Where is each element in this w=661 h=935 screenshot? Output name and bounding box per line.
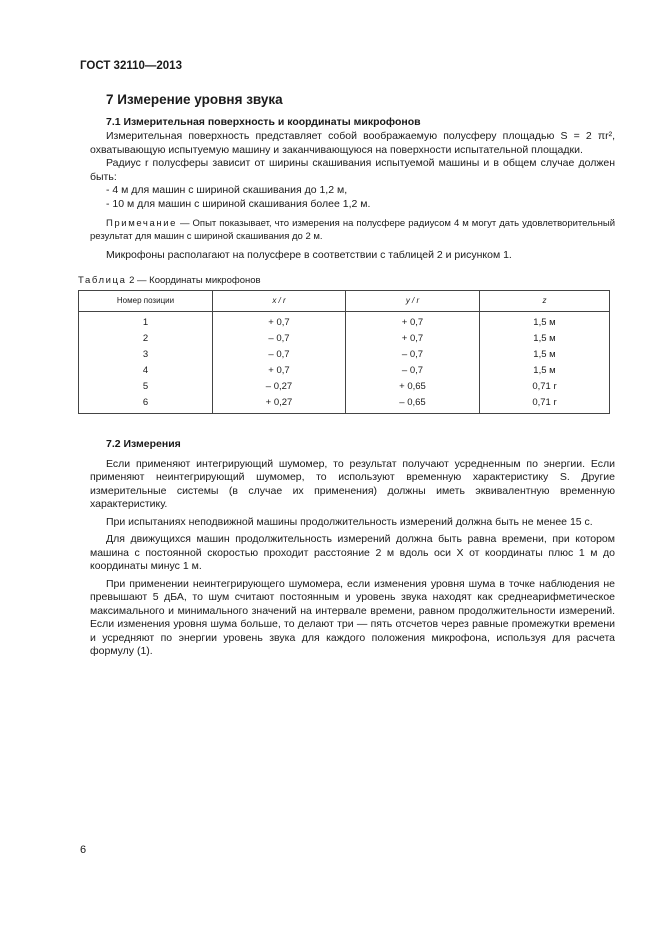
- note-text: — Опыт показывает, что измерения на полусфере радиусом 4 м могут дать удовлетворительный результат для машин с шириной скашивания до 2 м.: [90, 218, 615, 242]
- subsection-7-2-title: 7.2 Измерения: [106, 437, 181, 450]
- paragraph-7-2-1: Если применяют интегрирующий шумомер, то результат получают усредненным по энергии. Если применяют неинтегрирующий шумомер, то используют временную характеристику S. Другие измерительные системы (в случае их применения) должны иметь эквивалентную временную характеристику.: [90, 457, 615, 510]
- note-label: Примечание: [106, 218, 177, 229]
- radius-list: [90, 184, 615, 211]
- cell: + 0,7: [346, 331, 480, 347]
- section-7-title: 7 Измерение уровня звука: [106, 92, 283, 107]
- header-x: x / r: [213, 290, 346, 311]
- table-caption: [78, 275, 615, 286]
- subsection-7-1-title: 7.1 Измерительная поверхность и координаты микрофонов: [106, 116, 421, 128]
- cell: 6: [79, 395, 213, 414]
- cell: + 0,7: [213, 363, 346, 379]
- table-row: [79, 379, 610, 395]
- paragraph-7-2-3: Для движущихся машин продолжительность измерений должна быть равна времени, при котором машина с постоянной скоростью проходит расстояние 2 м вдоль оси X от координаты плюс 1 м до координаты минус 1 м.: [90, 533, 615, 572]
- paragraph-7-1-3: Микрофоны располагают на полусфере в соответствии с таблицей 2 и рисунком 1.: [106, 249, 512, 261]
- cell: 1,5 м: [480, 311, 610, 331]
- page-content: [78, 92, 615, 659]
- cell: + 0,65: [346, 379, 480, 395]
- table-header-row: [79, 290, 610, 311]
- cell: + 0,7: [213, 311, 346, 331]
- cell: 5: [79, 379, 213, 395]
- table-caption-text: 2 — Координаты микрофонов: [126, 274, 261, 286]
- header-z: z: [480, 290, 610, 311]
- paragraph-7-2-2: При испытаниях неподвижной машины продолжительность измерений должна быть не менее 15 с.: [106, 515, 593, 528]
- cell: – 0,65: [346, 395, 480, 414]
- cell: 0,71 r: [480, 379, 610, 395]
- table-row: [79, 395, 610, 414]
- cell: 1,5 м: [480, 363, 610, 379]
- page-number: 6: [80, 844, 87, 856]
- cell: – 0,7: [346, 363, 480, 379]
- cell: 3: [79, 347, 213, 363]
- cell: 2: [79, 331, 213, 347]
- cell: 0,71 r: [480, 395, 610, 414]
- cell: 1,5 м: [480, 331, 610, 347]
- note: [90, 217, 615, 243]
- table-row: [79, 347, 610, 363]
- cell: + 0,7: [346, 311, 480, 331]
- header-position: Номер позиции: [79, 290, 213, 311]
- list-item: - 10 м для машин с шириной скашивания более 1,2 м.: [106, 197, 371, 210]
- paragraph-7-1-1: Измерительная поверхность представляет собой воображаемую полусферу площадью S = 2 πr², охватывающую испытуемую машину и заканчивающуюся на поверхности испытательной площадки.: [90, 130, 615, 156]
- cell: – 0,7: [346, 347, 480, 363]
- paragraph-7-1-2: Радиус r полусферы зависит от ширины скашивания испытуемой машины и в общем случае должен быть:: [90, 157, 615, 183]
- cell: – 0,7: [213, 331, 346, 347]
- running-header: ГОСТ 32110—2013: [80, 60, 182, 72]
- cell: – 0,7: [213, 347, 346, 363]
- header-y: y / r: [346, 290, 480, 311]
- table-row: [79, 311, 610, 331]
- table-caption-label: Таблица: [78, 274, 127, 286]
- cell: + 0,27: [213, 395, 346, 414]
- table-row: [79, 331, 610, 347]
- cell: 1,5 м: [480, 347, 610, 363]
- microphone-coordinates-table: [78, 290, 610, 414]
- paragraph-7-2-4: При применении неинтегрирующего шумомера, если изменения уровня шума в точке наблюдения не превышают 5 дБА, то шум считают постоянным и уровень звука находят как среднеарифметическое максимального и минимального значений на интервале времени, равном продолжительности измерений. Если изменения уровня шума больше, то делают три — пять отсчетов через равные промежутки времени и усредняют по энергии уровень звука для каждого положения микрофона, используя для расчета формулу (1).: [90, 577, 615, 657]
- table-row: [79, 363, 610, 379]
- cell: 1: [79, 311, 213, 331]
- cell: 4: [79, 363, 213, 379]
- cell: – 0,27: [213, 379, 346, 395]
- list-item: - 4 м для машин с шириной скашивания до 1,2 м,: [106, 184, 348, 196]
